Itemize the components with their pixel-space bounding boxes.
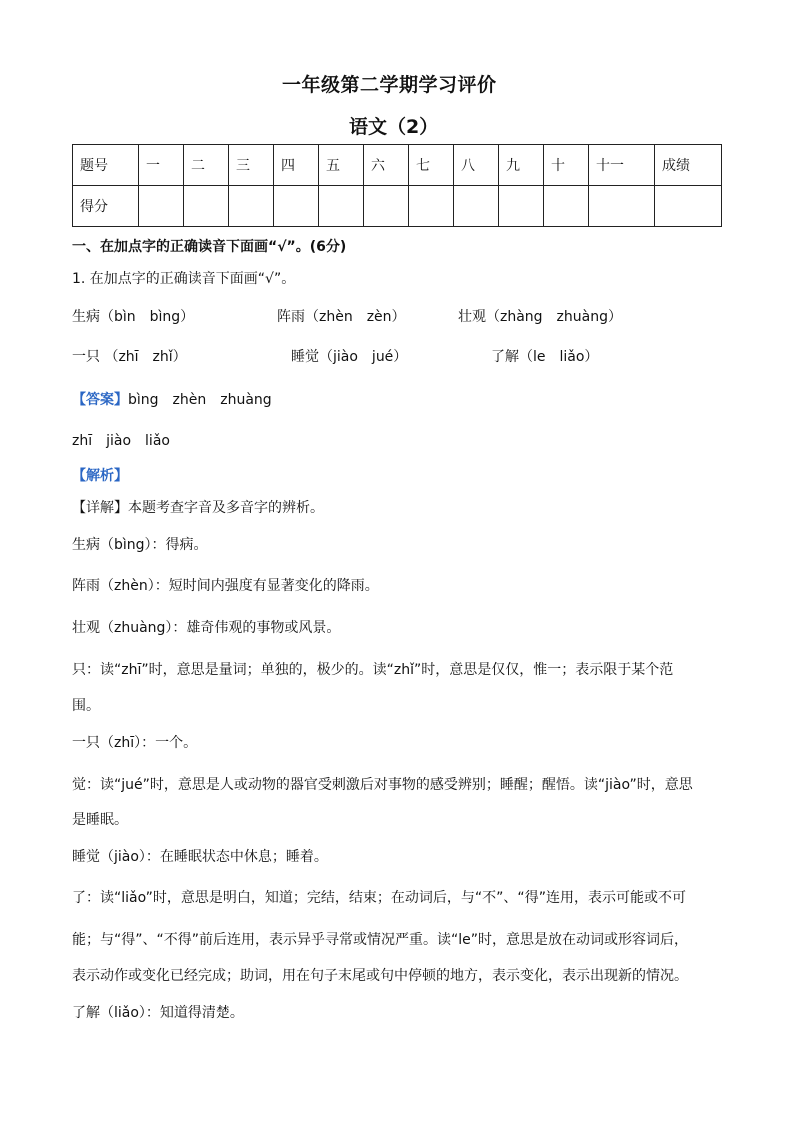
- answer-line: [72, 389, 272, 409]
- table-cell: 三: [229, 145, 274, 186]
- table-row: [73, 186, 722, 227]
- answer-text: bìng zhèn zhuàng: [128, 392, 272, 408]
- table-cell: 九: [499, 145, 544, 186]
- answer-label: 【答案】: [72, 392, 128, 408]
- score-input-cell[interactable]: [544, 186, 589, 227]
- analysis-line: 是睡眠。: [72, 812, 128, 828]
- table-cell: 题号: [73, 145, 139, 186]
- pinyin-item: 一只 （zhī zhǐ）: [72, 349, 187, 365]
- score-input-cell[interactable]: [409, 186, 454, 227]
- table-row: [73, 145, 722, 186]
- score-input-cell[interactable]: [229, 186, 274, 227]
- score-input-cell[interactable]: [589, 186, 655, 227]
- score-table: [72, 144, 722, 227]
- analysis-label: 【解析】: [72, 468, 128, 484]
- pinyin-item: 了解（le liǎo）: [491, 349, 599, 365]
- analysis-detail: 【详解】本题考查字音及多音字的辨析。: [72, 500, 324, 516]
- table-cell: 四: [274, 145, 319, 186]
- question-text: 1. 在加点字的正确读音下面画“√”。: [72, 271, 296, 287]
- table-cell: 十一: [589, 145, 655, 186]
- analysis-line: 睡觉（jiào）：在睡眠状态中休息；睡着。: [72, 849, 328, 865]
- analysis-line: 壮观（zhuàng）：雄奇伟观的事物或风景。: [72, 620, 341, 636]
- score-input-cell[interactable]: [364, 186, 409, 227]
- table-cell: 二: [184, 145, 229, 186]
- table-cell: 七: [409, 145, 454, 186]
- table-cell: 六: [364, 145, 409, 186]
- analysis-line: 了：读“liǎo”时，意思是明白，知道；完结，结束；在动词后，与“不”、“得”连用，表示可能或不可: [72, 890, 686, 906]
- analysis-line: 只：读“zhī”时，意思是量词；单独的，极少的。读“zhǐ”时，意思是仅仅，惟一；表示限于某个范: [72, 662, 674, 678]
- analysis-line: 表示动作或变化已经完成；助词，用在句子末尾或句中停顿的地方，表示变化，表示出现新的情况。: [72, 968, 688, 984]
- analysis-line: 了解（liǎo）：知道得清楚。: [72, 1005, 244, 1021]
- analysis-line: 阵雨（zhèn）：短时间内强度有显著变化的降雨。: [72, 578, 379, 594]
- score-input-cell[interactable]: [184, 186, 229, 227]
- answer-line-2: zhī jiào liǎo: [72, 433, 170, 449]
- table-cell: 成绩: [655, 145, 722, 186]
- pinyin-item: 生病（bìn bìng）: [72, 309, 195, 325]
- page-title: 一年级第二学期学习评价: [282, 74, 497, 96]
- score-input-cell[interactable]: [139, 186, 184, 227]
- pinyin-item: 阵雨（zhèn zèn）: [277, 309, 406, 325]
- score-input-cell[interactable]: [655, 186, 722, 227]
- score-input-cell[interactable]: [499, 186, 544, 227]
- table-cell: 五: [319, 145, 364, 186]
- score-input-cell[interactable]: [454, 186, 499, 227]
- table-cell: 十: [544, 145, 589, 186]
- pinyin-item: 睡觉（jiào jué）: [291, 349, 408, 365]
- section-heading: 一、在加点字的正确读音下面画“√”。(6分): [72, 239, 347, 255]
- table-cell: 八: [454, 145, 499, 186]
- score-input-cell[interactable]: [274, 186, 319, 227]
- analysis-line: 能；与“得”、“不得”前后连用，表示异乎寻常或情况严重。读“le”时，意思是放在动词或形容词后，: [72, 932, 689, 948]
- analysis-line: 围。: [72, 698, 100, 714]
- analysis-line: 生病（bìng）：得病。: [72, 537, 208, 553]
- table-cell: 一: [139, 145, 184, 186]
- table-cell: 得分: [73, 186, 139, 227]
- analysis-line: 觉：读“jué”时，意思是人或动物的器官受刺激后对事物的感受辨别；睡醒；醒悟。读“jiào”时，意思: [72, 777, 693, 793]
- analysis-line: 一只（zhī）：一个。: [72, 735, 198, 751]
- page-subtitle: 语文（2）: [349, 116, 439, 138]
- pinyin-item: 壮观（zhàng zhuàng）: [458, 309, 622, 325]
- score-input-cell[interactable]: [319, 186, 364, 227]
